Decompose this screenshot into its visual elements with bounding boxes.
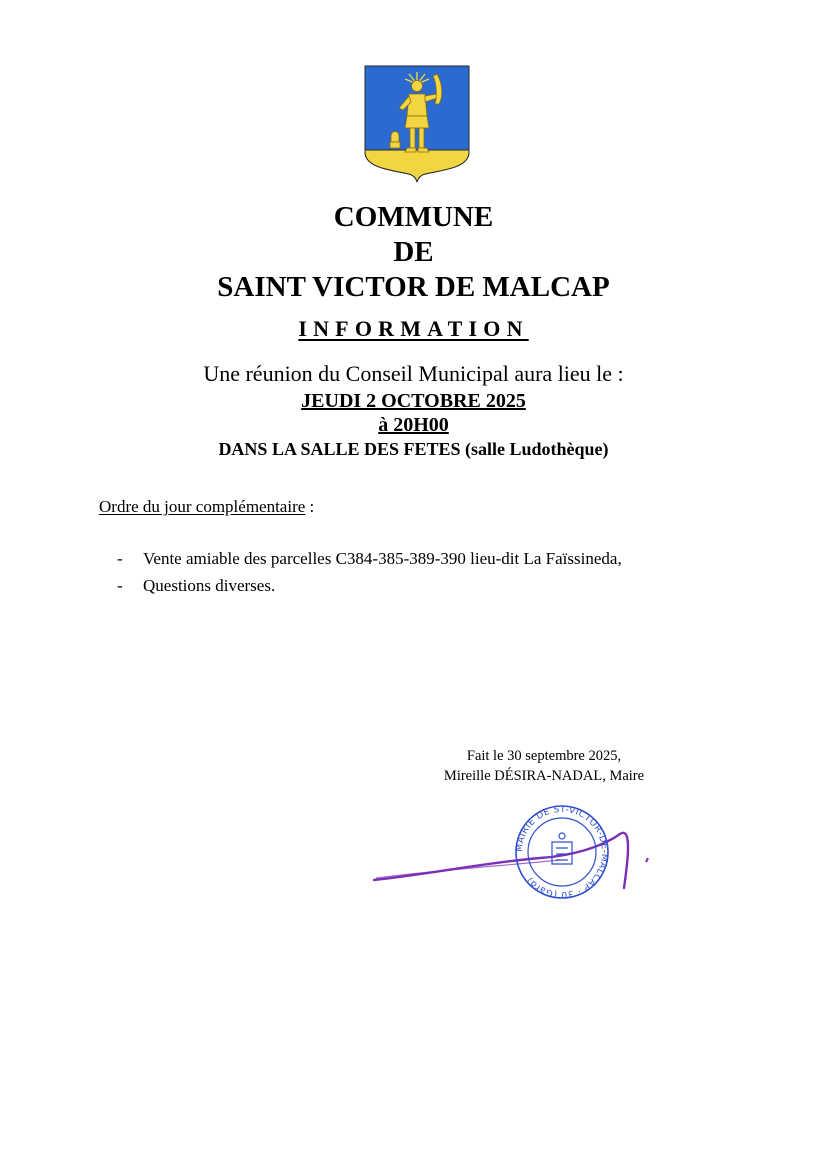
coat-of-arms-icon bbox=[363, 64, 471, 184]
commune-title-line-3: SAINT VICTOR DE MALCAP bbox=[217, 271, 610, 303]
commune-title-line-2: DE bbox=[393, 236, 434, 268]
bullet-dash: - bbox=[117, 549, 123, 568]
agenda-item-text: Questions diverses. bbox=[143, 576, 276, 595]
agenda-label bbox=[99, 497, 314, 517]
meeting-intro: Une réunion du Conseil Municipal aura lieu le : bbox=[203, 361, 624, 386]
bullet-dash: - bbox=[117, 576, 123, 595]
stamp-text: MAIRIE DE ST-VICTOR-DE-MALCAP · 30 (Gard) bbox=[514, 804, 610, 900]
agenda-item-text: Vente amiable des parcelles C384-385-389-390 lieu-dit La Faïssineda, bbox=[143, 549, 622, 568]
signatory: Mireille DÉSIRA-NADAL, Maire bbox=[443, 768, 645, 784]
svg-text:MAIRIE DE ST-VICTOR-DE-MALCAP bbox=[515, 805, 609, 899]
information-heading: INFORMATION bbox=[298, 316, 529, 341]
agenda-list bbox=[117, 545, 622, 599]
agenda-item bbox=[117, 572, 622, 599]
mairie-stamp-icon bbox=[370, 800, 660, 900]
meeting-time: à 20H00 bbox=[378, 414, 449, 436]
agenda-label-text: Ordre du jour complémentaire bbox=[99, 497, 306, 516]
agenda-label-suffix: : bbox=[305, 497, 315, 516]
meeting-date: JEUDI 2 OCTOBRE 2025 bbox=[301, 390, 526, 412]
agenda-item bbox=[117, 545, 622, 572]
done-line: Fait le 30 septembre 2025, bbox=[466, 748, 622, 764]
commune-title-line-1: COMMUNE bbox=[333, 201, 494, 233]
meeting-place: DANS LA SALLE DES FETES (salle Ludothèque) bbox=[218, 439, 609, 459]
